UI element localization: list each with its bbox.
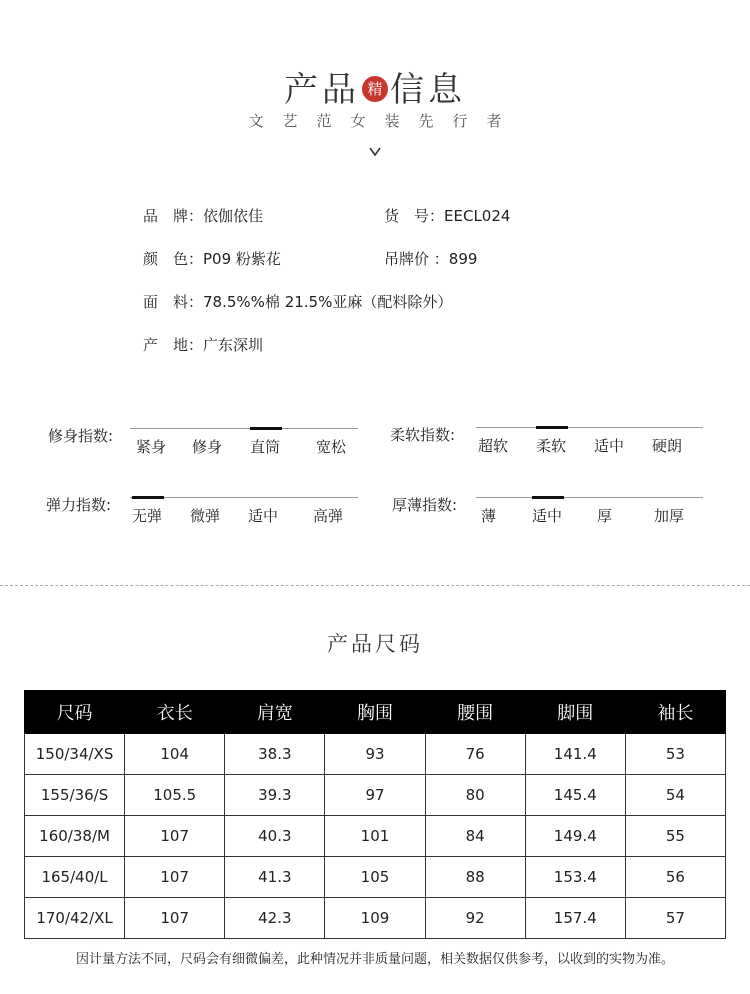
table-cell: 41.3 — [225, 857, 325, 898]
table-cell: 97 — [325, 775, 425, 816]
page-title — [0, 62, 750, 111]
code-row — [384, 205, 510, 226]
fit-index-option: 直筒 — [250, 438, 281, 456]
table-cell: 55 — [625, 816, 725, 857]
table-cell: 107 — [125, 857, 225, 898]
table-cell: 53 — [625, 734, 725, 775]
thickness-index-option: 加厚 — [654, 507, 685, 525]
table-cell: 88 — [425, 857, 525, 898]
column-header: 袖长 — [625, 691, 725, 734]
size-note: 因计量方法不同，尺码会有细微偏差，此种情况并非质量问题，相关数据仅供参考，以收到的实物为准。 — [75, 952, 674, 967]
column-header: 胸围 — [325, 691, 425, 734]
table-cell: 160/38/M — [25, 816, 125, 857]
soft-index-line — [476, 427, 703, 428]
column-header: 腰围 — [425, 691, 525, 734]
color-row — [143, 248, 281, 269]
chevron-down-icon — [367, 142, 383, 160]
table-row — [25, 816, 726, 857]
table-row — [25, 898, 726, 939]
price-row — [384, 248, 477, 269]
table-cell: 150/34/XS — [25, 734, 125, 775]
code-label: 货 号： — [384, 207, 445, 225]
table-cell: 56 — [625, 857, 725, 898]
origin-row — [143, 334, 263, 355]
table-cell: 153.4 — [525, 857, 625, 898]
fabric-row — [143, 291, 452, 312]
thickness-index-label: 厚薄指数: — [392, 496, 458, 514]
table-cell: 109 — [325, 898, 425, 939]
table-cell: 105.5 — [125, 775, 225, 816]
table-cell: 39.3 — [225, 775, 325, 816]
table-cell: 57 — [625, 898, 725, 939]
column-header: 尺码 — [25, 691, 125, 734]
thickness-index-option: 厚 — [597, 507, 613, 525]
soft-index-selected-mark — [536, 426, 568, 429]
price-value: 899 — [448, 250, 478, 268]
table-cell: 54 — [625, 775, 725, 816]
soft-index-option: 柔软 — [536, 437, 567, 455]
column-header: 脚围 — [525, 691, 625, 734]
table-cell: 170/42/XL — [25, 898, 125, 939]
table-cell: 107 — [125, 816, 225, 857]
table-cell: 145.4 — [525, 775, 625, 816]
table-header-row — [25, 691, 726, 734]
brand-value: 依伽依佳 — [203, 207, 264, 225]
brand-label: 品 牌： — [143, 207, 204, 225]
table-cell: 42.3 — [225, 898, 325, 939]
table-cell: 101 — [325, 816, 425, 857]
origin-label: 产 地： — [143, 336, 204, 354]
table-cell: 149.4 — [525, 816, 625, 857]
fit-index-option: 宽松 — [316, 438, 347, 456]
fit-index-option: 紧身 — [136, 438, 167, 456]
code-value: EECL024 — [444, 207, 511, 225]
title-left: 产品 — [284, 70, 360, 110]
seal-badge: 精 — [362, 76, 388, 102]
title-right: 信息 — [390, 70, 466, 110]
table-cell: 104 — [125, 734, 225, 775]
table-row — [25, 734, 726, 775]
color-label: 颜 色： — [143, 250, 204, 268]
column-header: 肩宽 — [225, 691, 325, 734]
column-header: 衣长 — [125, 691, 225, 734]
table-cell: 107 — [125, 898, 225, 939]
fabric-label: 面 料： — [143, 293, 204, 311]
fabric-value: 78.5%%棉 21.5%亚麻（配料除外） — [203, 293, 453, 311]
thickness-index-selected-mark — [532, 496, 564, 499]
elastic-index-option: 微弹 — [190, 507, 221, 525]
table-cell: 93 — [325, 734, 425, 775]
thickness-index-option: 薄 — [481, 507, 497, 525]
elastic-index-label: 弹力指数: — [46, 496, 112, 514]
size-title: 产品尺码 — [327, 632, 423, 656]
table-cell: 165/40/L — [25, 857, 125, 898]
soft-index-label: 柔软指数: — [390, 426, 456, 444]
elastic-index-line — [130, 497, 358, 498]
elastic-index-option: 高弹 — [313, 507, 344, 525]
fit-index-label: 修身指数: — [48, 427, 114, 445]
elastic-index-option: 无弹 — [132, 507, 163, 525]
color-value: P09 粉紫花 — [203, 250, 281, 268]
table-cell: 92 — [425, 898, 525, 939]
fit-index-line — [130, 428, 358, 429]
table-cell: 76 — [425, 734, 525, 775]
table-row — [25, 857, 726, 898]
fit-index-option: 修身 — [192, 438, 223, 456]
thickness-index-option: 适中 — [532, 507, 563, 525]
table-cell: 157.4 — [525, 898, 625, 939]
table-cell: 141.4 — [525, 734, 625, 775]
table-cell: 80 — [425, 775, 525, 816]
table-row — [25, 775, 726, 816]
size-table — [24, 690, 726, 939]
subtitle: 文艺范女装先行者 — [248, 112, 521, 130]
section-divider — [0, 585, 750, 586]
price-label: 吊牌价 ： — [384, 250, 449, 268]
soft-index-option: 超软 — [478, 437, 509, 455]
elastic-index-selected-mark — [132, 496, 164, 499]
elastic-index-option: 适中 — [248, 507, 279, 525]
soft-index-option: 适中 — [594, 437, 625, 455]
table-cell: 84 — [425, 816, 525, 857]
origin-value: 广东深圳 — [203, 336, 264, 354]
table-cell: 155/36/S — [25, 775, 125, 816]
brand-row — [143, 205, 263, 226]
table-cell: 38.3 — [225, 734, 325, 775]
table-cell: 105 — [325, 857, 425, 898]
thickness-index-line — [476, 497, 703, 498]
table-cell: 40.3 — [225, 816, 325, 857]
fit-index-selected-mark — [250, 427, 282, 430]
soft-index-option: 硬朗 — [652, 437, 683, 455]
